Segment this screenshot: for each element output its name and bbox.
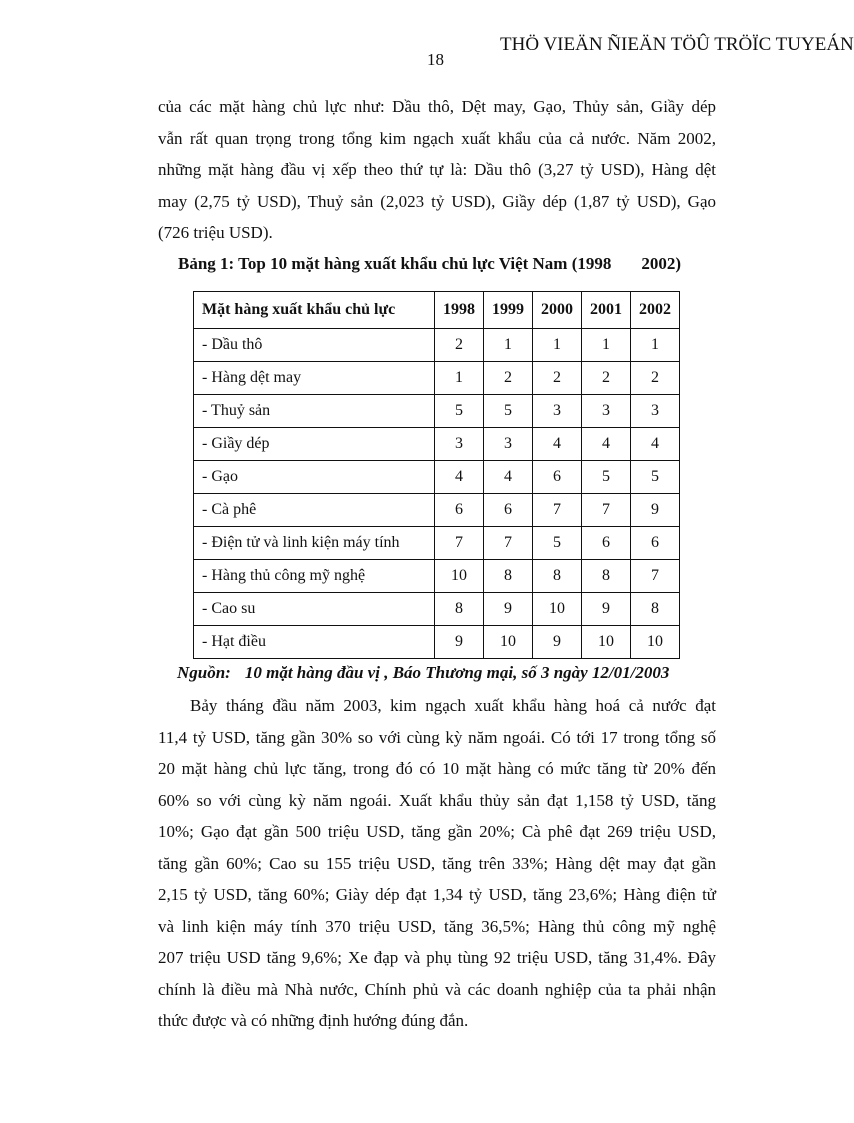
table-row xyxy=(194,560,680,593)
cell-rank: 4 xyxy=(435,461,484,494)
table-row xyxy=(194,527,680,560)
cell-rank: 5 xyxy=(582,461,631,494)
cell-rank: 4 xyxy=(484,461,533,494)
cell-rank: 5 xyxy=(435,395,484,428)
paragraph-line: và linh kiện máy tính 370 triệu USD, tăng 36,5%; Hàng thủ công mỹ nghệ xyxy=(158,916,716,936)
paragraph-line: (726 triệu USD). xyxy=(158,223,273,242)
paragraph-line: vẫn rất quan trọng trong tổng kim ngạch xuất khẩu của cả nước. Năm 2002, xyxy=(158,128,716,148)
cell-rank: 7 xyxy=(533,494,582,527)
cell-rank: 6 xyxy=(484,494,533,527)
cell-rank: 2 xyxy=(582,362,631,395)
source-label: Nguồn: xyxy=(177,663,231,682)
cell-rank: 8 xyxy=(435,593,484,626)
table-row xyxy=(194,593,680,626)
cell-rank: 9 xyxy=(631,494,680,527)
cell-rank: 3 xyxy=(582,395,631,428)
cell-rank: 1 xyxy=(631,329,680,362)
cell-item-name: - Điện tử và linh kiện máy tính xyxy=(194,527,435,560)
cell-rank: 4 xyxy=(582,428,631,461)
table-header-row xyxy=(194,292,680,329)
cell-rank: 7 xyxy=(582,494,631,527)
cell-item-name: - Dầu thô xyxy=(194,329,435,362)
cell-rank: 3 xyxy=(484,428,533,461)
cell-rank: 4 xyxy=(533,428,582,461)
cell-item-name: - Giầy dép xyxy=(194,428,435,461)
column-header-year: 1998 xyxy=(435,292,484,329)
paragraph-line: 207 triệu USD tăng 9,6%; Xe đạp và phụ tùng 92 triệu USD, tăng 31,4%. Đây xyxy=(158,948,716,967)
cell-rank: 10 xyxy=(533,593,582,626)
table-row xyxy=(194,395,680,428)
cell-rank: 8 xyxy=(582,560,631,593)
column-header-year: 1999 xyxy=(484,292,533,329)
table-row xyxy=(194,461,680,494)
cell-rank: 10 xyxy=(631,626,680,659)
table-source xyxy=(177,663,669,683)
cell-item-name: - Cao su xyxy=(194,593,435,626)
table-row xyxy=(194,362,680,395)
cell-rank: 2 xyxy=(631,362,680,395)
cell-rank: 1 xyxy=(435,362,484,395)
cell-rank: 1 xyxy=(484,329,533,362)
cell-rank: 5 xyxy=(533,527,582,560)
cell-rank: 8 xyxy=(631,593,680,626)
column-header-year: 2001 xyxy=(582,292,631,329)
cell-rank: 8 xyxy=(533,560,582,593)
page-number: 18 xyxy=(427,50,444,69)
cell-rank: 10 xyxy=(435,560,484,593)
column-header-item: Mặt hàng xuất khẩu chủ lực xyxy=(194,292,435,329)
cell-rank: 10 xyxy=(582,626,631,659)
paragraph-line: tăng gần 60%; Cao su 155 triệu USD, tăng trên 33%; Hàng dệt may đạt gần xyxy=(158,853,716,873)
cell-rank: 1 xyxy=(533,329,582,362)
cell-rank: 10 xyxy=(484,626,533,659)
cell-rank: 5 xyxy=(631,461,680,494)
paragraph-line: thức được và có những định hướng đúng đắn. xyxy=(158,1011,469,1030)
cell-item-name: - Hàng dệt may xyxy=(194,362,435,395)
table-row xyxy=(194,329,680,362)
cell-rank: 2 xyxy=(533,362,582,395)
paragraph-line: Bảy tháng đầu năm 2003, kim ngạch xuất khẩu hàng hoá cả nước đạt xyxy=(190,696,716,715)
cell-rank: 9 xyxy=(533,626,582,659)
source-text: 10 mặt hàng đầu vị , Báo Thương mại, số 3 ngày 12/01/2003 xyxy=(244,663,670,682)
cell-rank: 3 xyxy=(435,428,484,461)
cell-item-name: - Hạt điều xyxy=(194,626,435,659)
cell-item-name: - Gạo xyxy=(194,461,435,494)
body-paragraph xyxy=(158,690,716,1037)
cell-rank: 5 xyxy=(484,395,533,428)
cell-rank: 7 xyxy=(484,527,533,560)
cell-rank: 9 xyxy=(484,593,533,626)
cell-rank: 6 xyxy=(631,527,680,560)
column-header-year: 2000 xyxy=(533,292,582,329)
export-rank-table xyxy=(193,291,680,659)
cell-rank: 6 xyxy=(435,494,484,527)
intro-paragraph xyxy=(158,91,716,249)
cell-rank: 6 xyxy=(582,527,631,560)
header-banner: THÖ VIEÄN ÑIEÄN TÖÛ TRÖÏC TUYEÁN xyxy=(500,34,854,55)
cell-item-name: - Hàng thủ công mỹ nghệ xyxy=(194,560,435,593)
cell-rank: 6 xyxy=(533,461,582,494)
cell-rank: 8 xyxy=(484,560,533,593)
cell-rank: 3 xyxy=(533,395,582,428)
column-header-year: 2002 xyxy=(631,292,680,329)
cell-rank: 3 xyxy=(631,395,680,428)
cell-item-name: - Thuỷ sản xyxy=(194,395,435,428)
paragraph-line: may (2,75 tỷ USD), Thuỷ sản (2,023 tỷ USD), Giầy dép (1,87 tỷ USD), Gạo xyxy=(158,191,716,211)
paragraph-line: 2,15 tỷ USD, tăng 60%; Giày dép đạt 1,34 tỷ USD, tăng 23,6%; Hàng điện tử xyxy=(158,885,716,904)
paragraph-line: 10%; Gạo đạt gần 500 triệu USD, tăng gần 20%; Cà phê đạt 269 triệu USD, xyxy=(158,822,716,841)
cell-rank: 9 xyxy=(435,626,484,659)
paragraph-line: 11,4 tỷ USD, tăng gần 30% so với cùng kỳ năm ngoái. Có tới 17 trong tổng số xyxy=(158,727,716,747)
paragraph-line: những mặt hàng đầu vị xếp theo thứ tự là: Dầu thô (3,27 tỷ USD), Hàng dệt xyxy=(158,160,716,179)
paragraph-line: 60% so với cùng kỳ năm ngoái. Xuất khẩu thủy sản đạt 1,158 tỷ USD, tăng xyxy=(158,790,716,810)
cell-rank: 4 xyxy=(631,428,680,461)
cell-rank: 7 xyxy=(435,527,484,560)
paragraph-line: chính là điều mà Nhà nước, Chính phủ và các doanh nghiệp của ta phải nhận xyxy=(158,979,716,999)
table-caption-right: 2002) xyxy=(641,254,682,273)
cell-rank: 7 xyxy=(631,560,680,593)
cell-rank: 9 xyxy=(582,593,631,626)
table-row xyxy=(194,626,680,659)
table-row xyxy=(194,428,680,461)
cell-rank: 2 xyxy=(484,362,533,395)
table-caption-left: Bảng 1: Top 10 mặt hàng xuất khẩu chủ lực Việt Nam (1998 xyxy=(178,254,612,273)
cell-item-name: - Cà phê xyxy=(194,494,435,527)
table-caption xyxy=(178,254,681,274)
cell-rank: 2 xyxy=(435,329,484,362)
cell-rank: 1 xyxy=(582,329,631,362)
paragraph-line: 20 mặt hàng chủ lực tăng, trong đó có 10 mặt hàng có mức tăng từ 20% đến xyxy=(158,759,716,778)
table-row xyxy=(194,494,680,527)
paragraph-line: của các mặt hàng chủ lực như: Dầu thô, Dệt may, Gạo, Thủy sản, Giầy dép xyxy=(158,97,716,116)
